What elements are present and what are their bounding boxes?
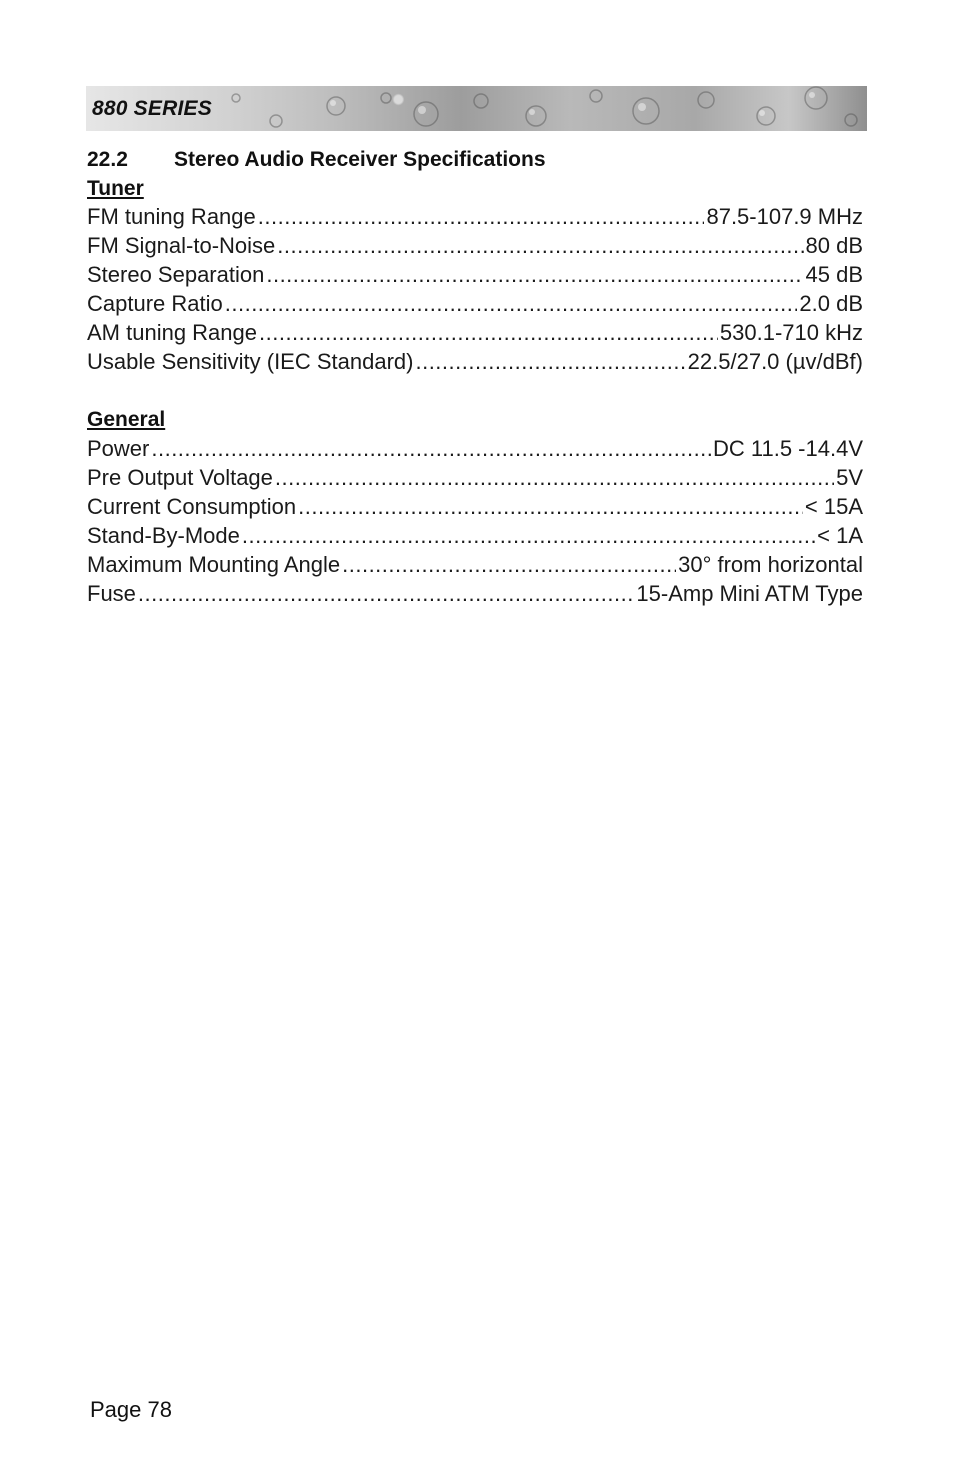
spec-row [87, 291, 863, 320]
spec-label: Current Consumption [87, 494, 297, 519]
spec-row [87, 233, 863, 262]
general-spec-list [87, 436, 863, 610]
spec-label: Usable Sensitivity (IEC Standard) [87, 349, 414, 374]
dot-leader [138, 581, 634, 607]
spec-label: Pre Output Voltage [87, 465, 273, 490]
spec-value: 530.1-710 kHz [719, 320, 863, 345]
tuner-spec-list [87, 204, 863, 378]
dot-leader [298, 494, 803, 520]
dot-leader [277, 233, 803, 259]
spec-label: Maximum Mounting Angle [87, 552, 341, 577]
tuner-group-title: Tuner [87, 177, 144, 200]
spec-value: < 1A [817, 523, 863, 548]
dot-leader [415, 349, 685, 375]
spec-label: AM tuning Range [87, 320, 257, 345]
section-title: Stereo Audio Receiver Specifications [174, 148, 546, 171]
spec-label: Stand-By-Mode [87, 523, 240, 548]
dot-leader [225, 291, 798, 317]
spec-value: 22.5/27.0 (µv/dBf) [687, 349, 863, 374]
dot-leader [342, 552, 676, 578]
spec-row [87, 465, 863, 494]
spec-row [87, 523, 863, 552]
dot-leader [258, 204, 705, 230]
spec-row [87, 581, 863, 610]
spec-value: 5V [836, 465, 863, 490]
dot-leader [275, 465, 834, 491]
spec-label: Fuse [87, 581, 136, 606]
dot-leader [242, 523, 815, 549]
dot-leader [259, 320, 718, 346]
spec-label: Capture Ratio [87, 291, 223, 316]
series-title: 880 SERIES [92, 97, 212, 120]
spec-label: FM Signal-to-Noise [87, 233, 276, 258]
spec-row [87, 262, 863, 291]
spec-value: 80 dB [805, 233, 863, 258]
spec-label: Stereo Separation [87, 262, 265, 287]
section-number: 22.2 [87, 148, 128, 171]
header-banner [86, 86, 867, 131]
spec-row [87, 552, 863, 581]
spec-value: 2.0 dB [799, 291, 863, 316]
spec-row [87, 494, 863, 523]
spec-row [87, 320, 863, 349]
spec-row [87, 436, 863, 465]
spec-value: < 15A [804, 494, 863, 519]
spec-label: FM tuning Range [87, 204, 256, 229]
spec-label: Power [87, 436, 150, 461]
general-group-title: General [87, 408, 166, 431]
page-number: Page 78 [90, 1397, 172, 1422]
spec-value: 87.5-107.9 MHz [706, 204, 863, 229]
dot-leader [266, 262, 803, 288]
spec-row [87, 349, 863, 378]
spec-value: 30° from horizontal [678, 552, 863, 577]
dot-leader [151, 436, 711, 462]
spec-value: DC 11.5 -14.4V [712, 436, 863, 461]
spec-row [87, 204, 863, 233]
spec-value: 15-Amp Mini ATM Type [636, 581, 863, 606]
spec-value: 45 dB [805, 262, 863, 287]
section-heading [87, 148, 546, 172]
